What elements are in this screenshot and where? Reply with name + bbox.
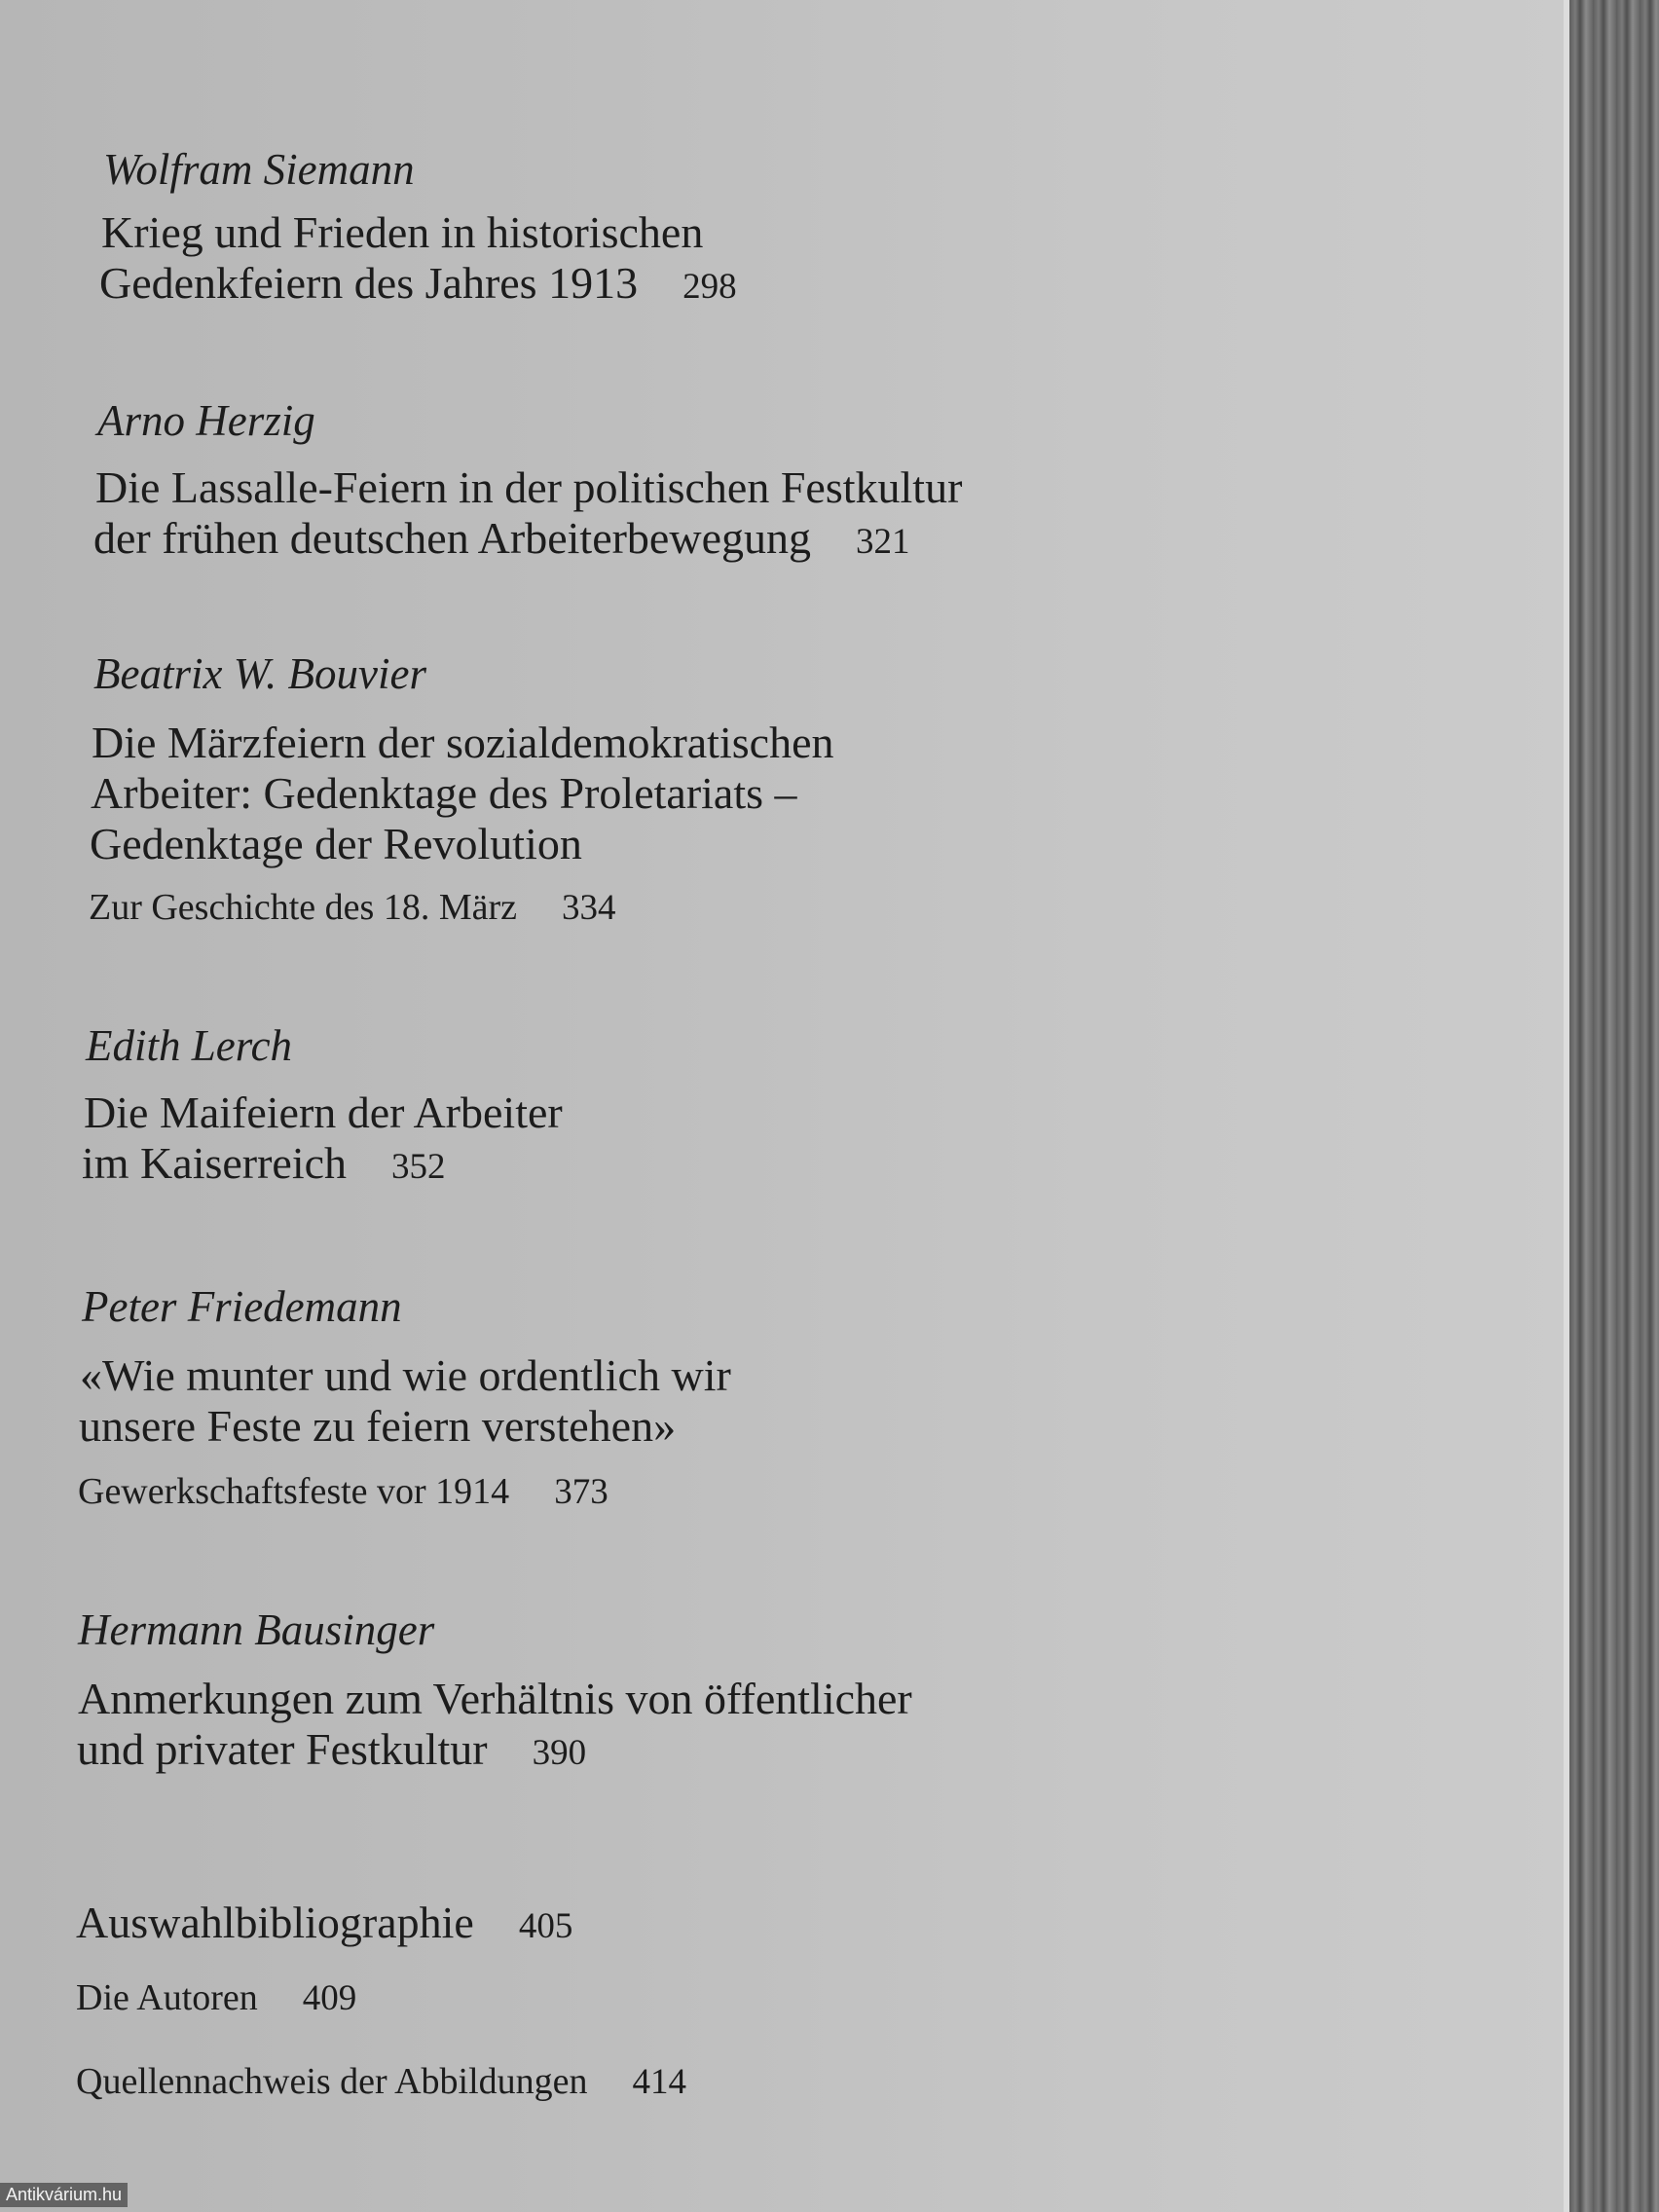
appendix-item bbox=[76, 1897, 572, 1948]
entry-author: Hermann Bausinger bbox=[78, 1605, 435, 1654]
appendix-label: Quellennachweis der Abbildungen bbox=[76, 2061, 588, 2102]
entry-title-line bbox=[99, 257, 737, 309]
entry-title-line bbox=[82, 1137, 446, 1189]
entry-author: Edith Lerch bbox=[86, 1021, 293, 1070]
entry-title-line: Die Märzfeiern der sozialdemokratischen bbox=[92, 718, 834, 767]
entry-subtitle-text: Gewerkschaftsfeste vor 1914 bbox=[78, 1471, 510, 1512]
entry-title-line: Krieg und Frieden in historischen bbox=[101, 207, 704, 257]
entry-title-text: der frühen deutschen Arbeiterbewegung bbox=[93, 513, 811, 563]
watermark: Antikvárium.hu bbox=[0, 2183, 128, 2207]
entry-title-line: unsere Feste zu feiern verstehen» bbox=[79, 1401, 677, 1451]
entry-author: Beatrix W. Bouvier bbox=[93, 649, 427, 698]
entry-title-line: Anmerkungen zum Verhältnis von öffentlicher bbox=[78, 1674, 912, 1723]
entry-subtitle-text: Zur Geschichte des 18. März bbox=[89, 887, 518, 928]
entry-subtitle bbox=[78, 1470, 608, 1513]
entry-title-line bbox=[93, 512, 910, 564]
appendix-item bbox=[76, 1976, 356, 2019]
entry-title-text: und privater Festkultur bbox=[77, 1724, 488, 1774]
page-number: 405 bbox=[518, 1906, 573, 1946]
entry-author: Peter Friedemann bbox=[82, 1282, 402, 1331]
appendix-label: Die Autoren bbox=[76, 1977, 258, 2018]
book-stack-edge bbox=[1569, 0, 1659, 2212]
entry-title-line: Gedenktage der Revolution bbox=[90, 819, 582, 868]
appendix-item bbox=[76, 2060, 686, 2103]
appendix-label: Auswahlbibliographie bbox=[76, 1898, 474, 1947]
page-number: 298 bbox=[682, 267, 737, 307]
page-number: 321 bbox=[856, 522, 910, 562]
entry-title-line: «Wie munter und wie ordentlich wir bbox=[80, 1350, 731, 1400]
page-number: 352 bbox=[391, 1147, 446, 1187]
page-number: 390 bbox=[532, 1733, 587, 1773]
entry-title-line bbox=[77, 1723, 586, 1775]
entry-title-line: Arbeiter: Gedenktage des Proletariats – bbox=[91, 768, 797, 818]
entry-author: Arno Herzig bbox=[97, 396, 315, 445]
entry-title-text: im Kaiserreich bbox=[82, 1138, 348, 1188]
entry-title-line: Die Lassalle-Feiern in der politischen Festkultur bbox=[95, 462, 963, 512]
page-number: 334 bbox=[562, 888, 616, 928]
entry-subtitle bbox=[89, 886, 616, 929]
page-number: 373 bbox=[554, 1472, 608, 1512]
entry-title-line: Die Maifeiern der Arbeiter bbox=[84, 1088, 563, 1137]
entry-author: Wolfram Siemann bbox=[103, 145, 415, 194]
page-number: 409 bbox=[302, 1978, 357, 2018]
page-number: 414 bbox=[632, 2062, 687, 2102]
entry-title-text: Gedenkfeiern des Jahres 1913 bbox=[99, 258, 639, 308]
